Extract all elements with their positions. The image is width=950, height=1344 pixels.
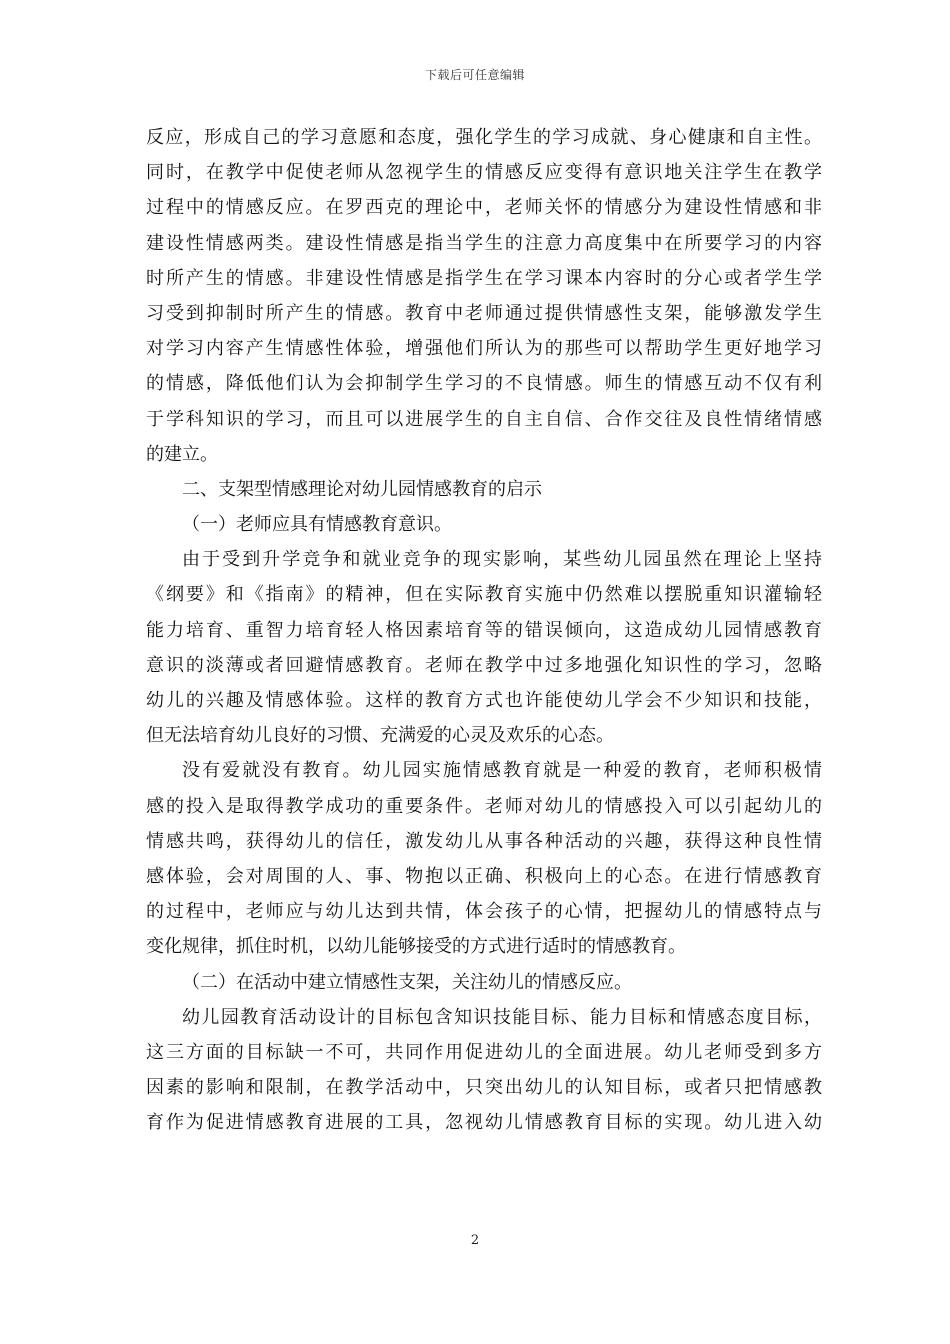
text-line: 时所产生的情感。非建设性情感是指学生在学习课本内容时的分心或者学生学 (146, 267, 822, 289)
text-line: 由于受到升学竞争和就业竞争的现实影响，某些幼儿园虽然在理论上坚持 (182, 549, 822, 571)
text-line: 反应，形成自己的学习意愿和态度，强化学生的学习成就、身心健康和自主性。 (146, 127, 822, 148)
text-line: 这三方面的目标缺一不可，共同作用促进幼儿的全面进展。幼儿老师受到多方 (146, 1041, 822, 1063)
text-line: 过程中的情感反应。在罗西克的理论中，老师关怀的情感分为建设性情感和非 (146, 197, 822, 219)
text-line: （二）在活动中建立情感性支架，关注幼儿的情感反应。 (182, 971, 632, 993)
text-line: 的情感，降低他们认为会抑制学生学习的不良情感。师生的情感互动不仅有利 (146, 373, 822, 395)
text-line: 幼儿的兴趣及情感体验。这样的教育方式也许能使幼儿学会不少知识和技能， (146, 690, 822, 711)
text-line: 情感共鸣，获得幼儿的信任，激发幼儿从事各种活动的兴趣，获得这种良性情 (146, 830, 822, 852)
text-line: 习受到抑制时所产生的情感。教育中老师通过提供情感性支架，能够激发学生 (146, 302, 822, 324)
text-line: 能力培育、重智力培育轻人格因素培育等的错误倾向，这造成幼儿园情感教育 (146, 619, 822, 641)
text-line: 同时，在教学中促使老师从忽视学生的情感反应变得有意识地关注学生在教学 (146, 162, 822, 184)
text-line: 建设性情感两类。建设性情感是指当学生的注意力高度集中在所要学习的内容 (146, 232, 822, 254)
page-number: 2 (470, 1233, 480, 1248)
text-line: 变化规律，抓住时机，以幼儿能够接受的方式进行适时的情感教育。 (146, 936, 686, 958)
text-line: 因素的影响和限制，在教学活动中，只突出幼儿的认知目标，或者只把情感教 (146, 1077, 822, 1099)
text-line: 但无法培育幼儿良好的习惯、充满爱的心灵及欢乐的心态。 (146, 725, 614, 747)
text-line: 《纲要》和《指南》的精神，但在实际教育实施中仍然难以摆脱重知识灌输轻 (146, 584, 822, 606)
text-line: 意识的淡薄或者回避情感教育。老师在教学中过多地强化知识性的学习，忽略 (146, 654, 822, 676)
text-line: 对学习内容产生情感性体验，增强他们所认为的那些可以帮助学生更好地学习 (146, 338, 822, 360)
text-line: 育作为促进情感教育进展的工具，忽视幼儿情感教育目标的实现。幼儿进入幼 (146, 1112, 822, 1134)
page-header: 下载后可任意编辑 (424, 68, 525, 82)
text-line: 的过程中，老师应与幼儿达到共情，体会孩子的心情，把握幼儿的情感特点与 (146, 901, 822, 923)
document-body (146, 120, 822, 1140)
text-line: （一）老师应具有情感教育意识。 (182, 514, 452, 536)
text-line: 二、支架型情感理论对幼儿园情感教育的启示 (182, 478, 542, 500)
text-line: 的建立。 (146, 443, 218, 465)
text-line: 没有爱就没有教育。幼儿园实施情感教育就是一种爱的教育，老师积极情 (182, 760, 822, 782)
text-line: 感的投入是取得教学成功的重要条件。老师对幼儿的情感投入可以引起幼儿的 (146, 795, 822, 817)
text-line: 感体验，会对周围的人、事、物抱以正确、积极向上的心态。在进行情感教育 (146, 865, 822, 887)
text-line: 于学科知识的学习，而且可以进展学生的自主自信、合作交往及良性情绪情感 (146, 408, 822, 430)
text-line: 幼儿园教育活动设计的目标包含知识技能目标、能力目标和情感态度目标， (182, 1006, 822, 1028)
